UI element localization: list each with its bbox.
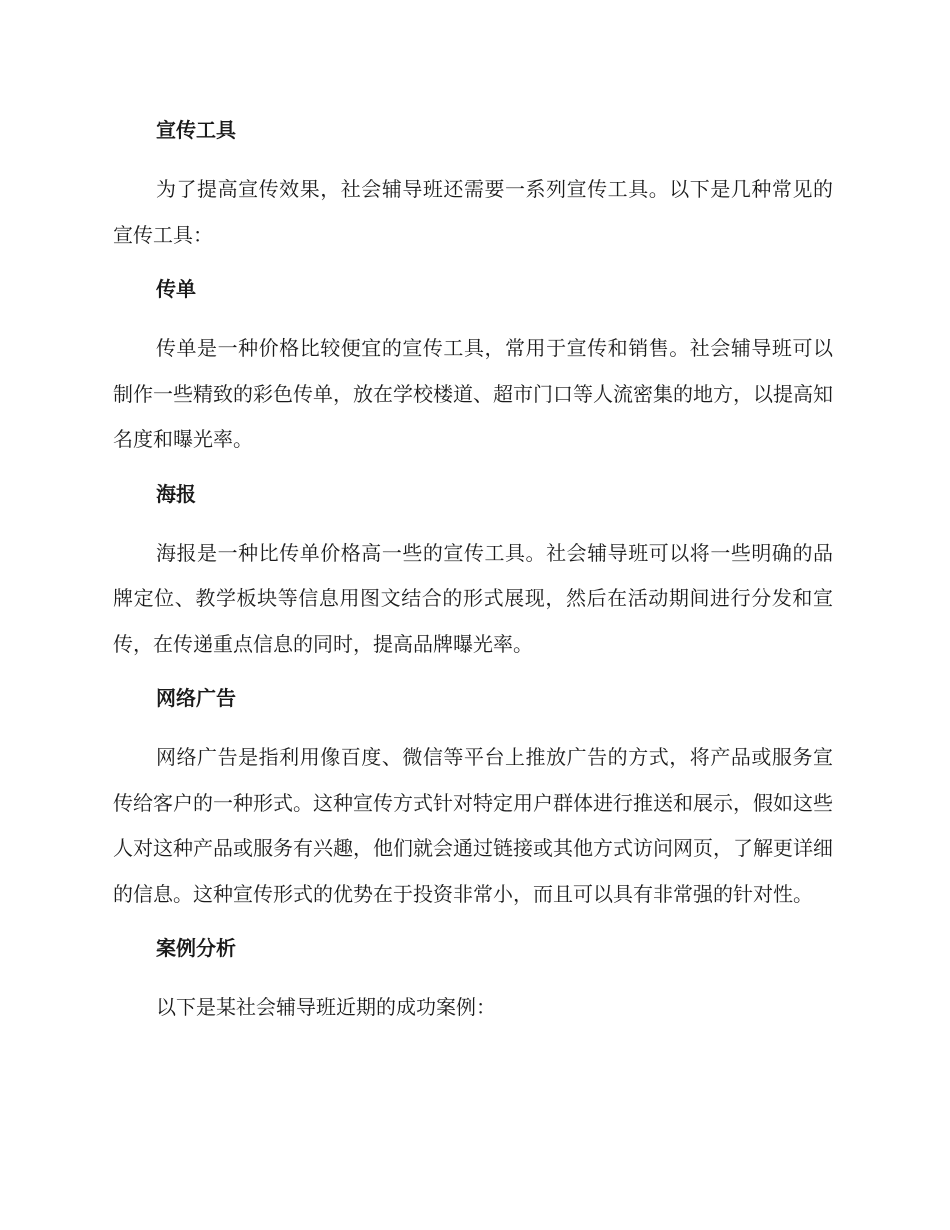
section-heading-flyers: 传单	[156, 277, 196, 301]
section-heading-promotion-tools: 宣传工具	[156, 118, 236, 142]
section-paragraph-online-ads: 网络广告是指利用像百度、微信等平台上推放广告的方式，将产品或服务宣传给客户的一种形式。这种宣传方式针对特定用户群体进行推送和展示，假如这些人对这种产品或服务有兴趣，他们就会通过链接或其他方式访问网页，了解更详细的信息。这种宣传形式的优势在于投资非常小，而且可以具有非常强的针对性。	[113, 745, 833, 906]
section-heading-case-study: 案例分析	[156, 936, 236, 960]
section-paragraph-flyers: 传单是一种价格比较便宜的宣传工具，常用于宣传和销售。社会辅导班可以制作一些精致的彩色传单，放在学校楼道、超市门口等人流密集的地方，以提高知名度和曝光率。	[113, 336, 833, 451]
section-paragraph-promotion-tools: 为了提高宣传效果，社会辅导班还需要一系列宣传工具。以下是几种常见的宣传工具：	[113, 177, 833, 247]
section-paragraph-case-study: 以下是某社会辅导班近期的成功案例：	[156, 995, 496, 1019]
section-heading-online-ads: 网络广告	[156, 686, 236, 710]
section-paragraph-posters: 海报是一种比传单价格高一些的宣传工具。社会辅导班可以将一些明确的品牌定位、教学板块等信息用图文结合的形式展现，然后在活动期间进行分发和宣传，在传递重点信息的同时，提高品牌曝光率。	[113, 540, 833, 656]
section-heading-posters: 海报	[156, 481, 196, 506]
document-body	[113, 103, 833, 1031]
